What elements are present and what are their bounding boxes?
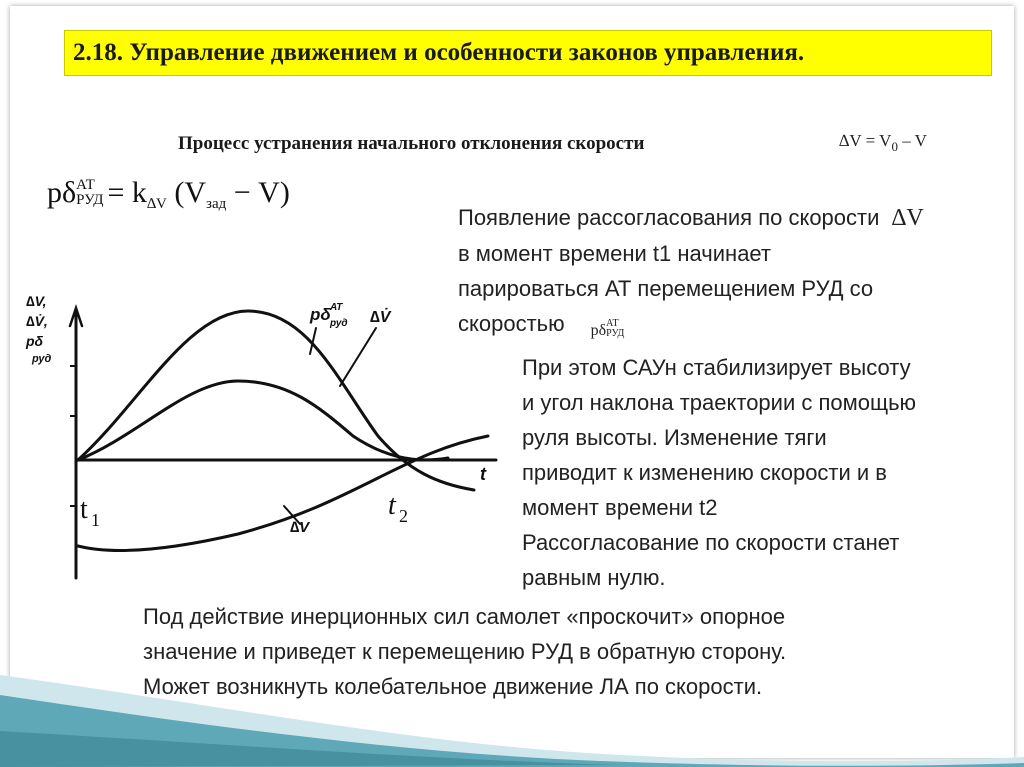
label-pd-sup: АТ (330, 302, 343, 313)
formula-k-sub: ∆V (146, 196, 167, 212)
p1-line1-symbol: ∆V (891, 205, 924, 231)
subtitle: Процесс устранения начального отклонения скорости (178, 133, 645, 154)
dv-v0-sub: 0 (891, 139, 898, 154)
p2-line: Рассогласование по скорости станет (522, 530, 900, 555)
p1-rud-formula (590, 318, 625, 340)
dv-minus: – (902, 131, 911, 150)
p2-line: При этом САУн стабилизирует высоту (522, 355, 911, 380)
label-dv-dot: ∆V̇ (370, 309, 391, 326)
p3-line: значение и приведет к перемещению РУД в обратную сторону. (143, 639, 787, 664)
formula-p-delta: pδ (47, 176, 77, 209)
p2-line: момент времени t2 (522, 495, 718, 520)
label-t2: t (388, 490, 396, 521)
dv-eq: = (865, 131, 876, 150)
paragraph-1 (458, 200, 1018, 344)
label-t2-sub: 2 (399, 506, 408, 526)
formula-open: (V (174, 176, 207, 209)
label-t1-sub: 1 (91, 510, 100, 530)
response-graph (18, 286, 498, 586)
dv-lhs: ∆V (839, 131, 862, 150)
p2-line: и угол наклона траектории с помощью (522, 390, 917, 415)
formula-supsub (76, 178, 103, 208)
y-axis-label-2: ∆V̇, (26, 313, 48, 329)
label-pd: pδ (310, 305, 331, 324)
p1-rud-sup: АТ (606, 318, 619, 330)
p2-line: руля высоты. Изменение тяги (522, 425, 827, 450)
label-t1: t (80, 494, 88, 525)
dv-v: V (914, 131, 927, 150)
control-law-formula (47, 176, 290, 213)
p3-line: Под действие инерционных сил самолет «проскочит» опорное (143, 604, 786, 629)
p3-line: Может возникнуть колебательное движение ЛА по скорости. (143, 674, 763, 699)
formula-k: k (131, 176, 147, 209)
label-t-axis: t (480, 464, 486, 484)
p1-line4-text: скоростью (458, 311, 565, 336)
formula-sub: РУД (76, 192, 104, 209)
p1-line2: в момент времени t1 начинает (458, 241, 772, 266)
decorative-wave-band (0, 645, 1024, 767)
formula-tail: − V) (233, 176, 290, 209)
y-axis-label-1: ∆V, (26, 293, 47, 309)
y-axis-label-4: руд (32, 353, 52, 365)
p1-line1 (458, 200, 1018, 236)
formula-eq: = (107, 176, 125, 209)
y-axis-label-3: pδ (26, 333, 44, 349)
p1-rud-supsub (606, 319, 624, 339)
curve-dv-dot (78, 381, 448, 460)
p1-rud-pd: pδ (590, 322, 607, 339)
label-dv: ∆V (290, 519, 310, 536)
formula-sup: АТ (76, 177, 95, 194)
leader-dvdot (340, 328, 376, 386)
curve-pd-rud (78, 311, 474, 490)
p1-rud-sub: РУД (606, 328, 625, 340)
slide-title (64, 30, 992, 76)
delta-v-formula (839, 131, 927, 155)
formula-v-sub: зад (206, 196, 227, 212)
p2-line: приводит к изменению скорости и в (522, 460, 887, 485)
slide-title-text: 2.18. Управление движением и особенности законов управления. (73, 39, 805, 66)
p2-line: равным нулю. (522, 565, 666, 590)
curve-dv (78, 436, 488, 550)
label-pd-sub: руд (330, 318, 348, 329)
dv-v0: V (879, 131, 892, 150)
paragraph-2 (522, 350, 1012, 595)
p1-line3: парироваться АТ перемещением РУД со (458, 276, 874, 301)
p1-line4 (458, 306, 1018, 344)
p1-line1-text: Появление рассогласования по скорости (458, 205, 880, 230)
